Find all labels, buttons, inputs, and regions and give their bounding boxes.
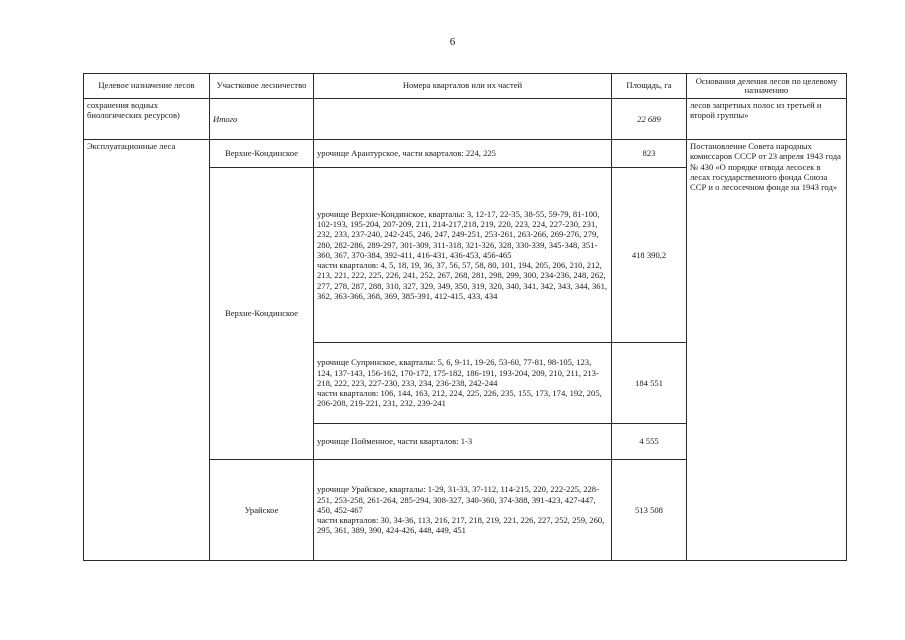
quarters-cell [314,168,612,343]
forest-purpose-table [83,73,847,561]
page-number: 6 [449,36,456,48]
purpose-continuation: сохранения водных биологических ресурсов) [84,99,210,140]
table-header-row [84,74,847,99]
quarters-partial: части кварталов: 4, 5, 18, 19, 36, 37, 56, 57, 58, 80, 101, 194, 205, 206, 210, 212, 213, 221, 222, 225, 226, 241, 252, 267, 268, 281, 298, 299, 300, 234-236, 248, 262, 277, 278, 287, 288, 310, 327, 329, 349, 350, 319, 320, 340, 341, 342, 343, 344, 361, 362, 363-366, 368, 369, 385-391, 412-415, 433, 434 [317,260,608,302]
total-label: Итого [210,99,314,140]
quarters-partial: части кварталов: 30, 34-36, 113, 216, 217, 218, 219, 221, 226, 227, 252, 259, 260, 295, 361, 389, 390, 424-426, 448, 449, 451 [317,515,605,536]
table-row [84,99,847,140]
header-quarters: Номера кварталов или их частей [314,74,612,99]
quarters-full: урочище Верхне-Кондинское, кварталы: 3, 12-17, 22-35, 38-55, 59-79, 81-100, 102-193, 195-204, 207-209, 211, 214-217,218, 219, 220, 223, 224, 227-230, 231, 232, 233, 237-240, 242-245, 246, 247, 249-251, 253-261, 263-266, 269-276, 279, 280, 282-286, 289-297, 301-309, 311-318, 321-326, 328, 330-339, 345-348, 351-360, 367, 370-384, 392-411, 416-431, 436-453, 456-465 [317,208,600,260]
table-row [84,140,847,168]
area-cell: 184 551 [612,343,687,424]
basis-resolution: Постановление Совета народных комиссаров СССР от 23 апреля 1943 года № 430 «О порядке отвода лесосек в лесах государственного фонда Союза ССР и о лесосечном фонде на 1943 год» [687,140,847,561]
quarters-cell [314,343,612,424]
quarters-empty [314,99,612,140]
purpose-exploitation: Эксплуатационные леса [84,140,210,561]
area-cell: 4 555 [612,424,687,460]
header-basis: Основания деления лесов по целевому назначению [687,74,847,99]
header-area: Площадь, га [612,74,687,99]
area-cell: 418 390,2 [612,168,687,343]
forestry-name: Верхне-Кондинское [210,140,314,168]
quarters-cell: урочище Пойменное, части кварталов: 1-3 [314,424,612,460]
area-cell: 513 508 [612,460,687,561]
forestry-name: Верхне-Кондинское [210,168,314,460]
basis-continuation: лесов запретных полос из третьей и второй группы» [687,99,847,140]
header-purpose: Целевое назначение лесов [84,74,210,99]
quarters-full: урочище Супринское, кварталы: 5, 6, 9-11, 19-26, 53-60, 77-81, 98-105, 123, 124, 137-143, 156-162, 170-172, 175-182, 186-191, 193-204, 209, 210, 211, 213-218, 222, 223, 227-230, 233, 234, 236-238, 242-244 [317,357,599,388]
total-area: 22 689 [612,99,687,140]
header-forestry: Участковое лесничество [210,74,314,99]
quarters-partial: части кварталов: 106, 144, 163, 212, 224, 225, 226, 235, 155, 173, 174, 192, 205, 206-208, 219-221, 231, 232, 239-241 [317,388,602,409]
quarters-full: урочище Урайское, кварталы: 1-29, 31-33, 37-112, 114-215, 220, 222-225, 228-251, 253-258, 261-264, 285-294, 308-327, 340-360, 374-388, 391-423, 427-447, 450, 452-467 [317,484,599,515]
area-cell: 823 [612,140,687,168]
quarters-cell: урочище Арантурское, части кварталов: 224, 225 [314,140,612,168]
forestry-name: Урайское [210,460,314,561]
quarters-cell [314,460,612,561]
